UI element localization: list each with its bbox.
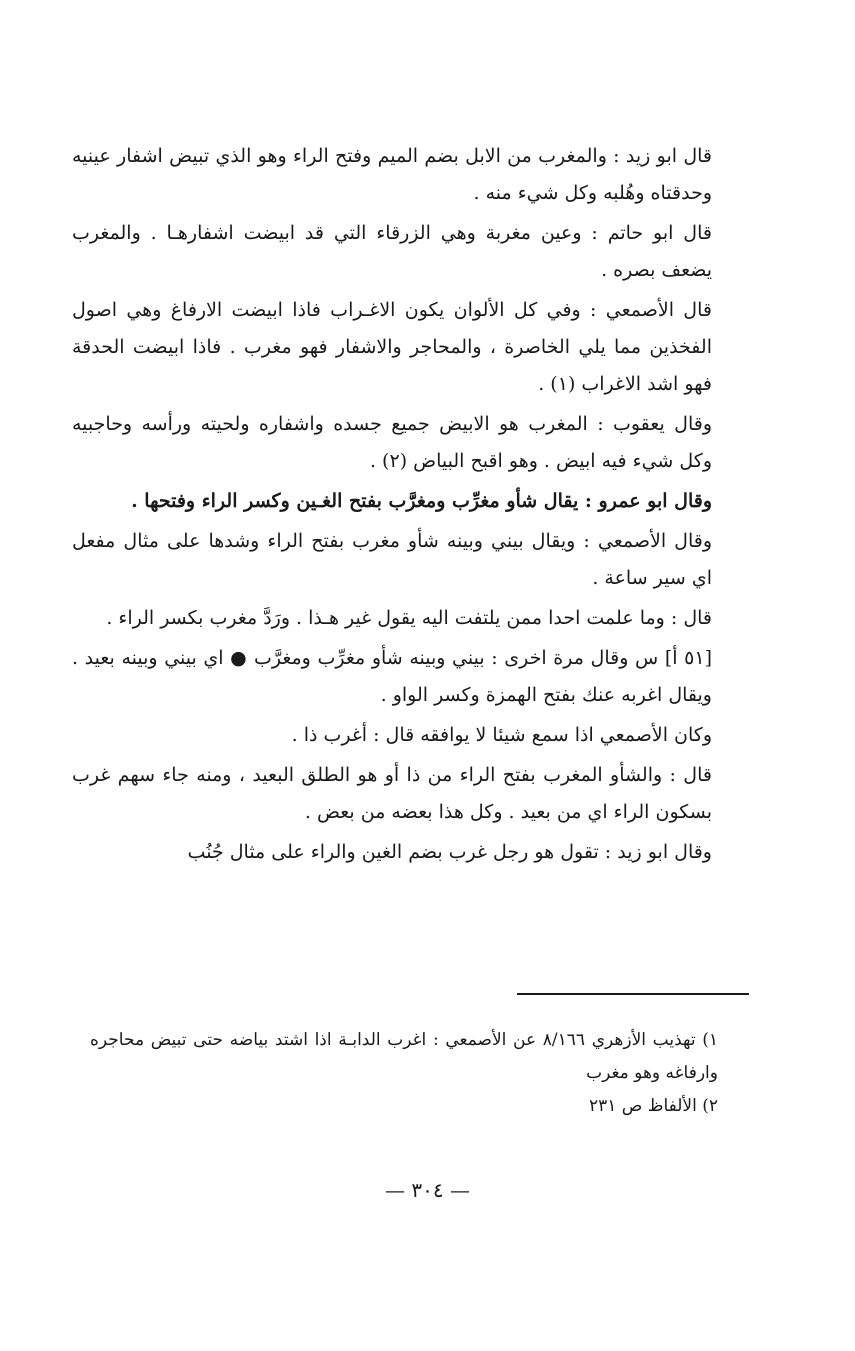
paragraph-abu-amr: وقال ابو عمرو : يقال شأو مغرِّب ومغرَّب بفتح الغـين وكسر الراء وفتحها . xyxy=(131,490,712,512)
paragraph-abu-zayd: قال ابو زيد : والمغرب من الابل بضم الميم وفتح الراء وهو الذي تبيض اشفار عينيه وحدقتاه وهُلبه وكل شيء منه . xyxy=(72,145,712,204)
paragraph-abu-zayd-gharb: وقال ابو زيد : تقول هو رجل غرب بضم الغين والراء على مثال جُنُب xyxy=(187,841,712,863)
paragraph-abu-hatim: قال ابو حاتم : وعين مغربة وهي الزرقاء التي قد ابيضت اشفارهـا . والمغرب يضعف بصره . xyxy=(72,222,712,281)
footnotes xyxy=(90,1024,718,1123)
footnote-divider xyxy=(517,993,749,995)
paragraph-asmai-shaw: وقال الأصمعي : ويقال بيني وبينه شأو مغرب بفتح الراء وشدها على مثال مفعل اي سير ساعة . xyxy=(72,530,712,589)
footnote-2: ٢) الألفاظ ص ٢٣١ xyxy=(588,1096,718,1116)
paragraph-yaqub: وقال يعقوب : المغرب هو الابيض جميع جسده واشفاره ولحيته ورأسه وحاجبيه وكل شيء فيه ابيض . وهو اقبح البياض (٢) . xyxy=(72,413,712,472)
page-number: — ٣٠٤ — xyxy=(385,1178,470,1202)
paragraph-asmai-aghrib: وكان الأصمعي اذا سمع شيئا لا يوافقه قال : أغرب ذا . xyxy=(291,724,712,746)
main-text xyxy=(72,138,712,874)
paragraph-folio-51: [٥١ أ] س وقال مرة اخرى : بيني وبينه شأو مغرِّب ومغرَّب ● اي بيني وبينه بعيد . ويقال اغربه عنك بفتح الهمزة وكسر الواو . xyxy=(72,647,712,706)
paragraph-asmai-colors: قال الأصمعي : وفي كل الألوان يكون الاغـراب فاذا ابيضت الارفاغ وهي اصول الفخذين مما يلي الخاصرة ، والمحاجر والاشفار فهو مغرب . فاذا ابيضت الحدقة فهو اشد الاغراب (١) . xyxy=(72,299,712,395)
paragraph-qala-alimtu: قال : وما علمت احدا ممن يلتفت اليه يقول غير هـذا . ورَدَّ مغرب بكسر الراء . xyxy=(106,607,712,629)
paragraph-shaw-talq: قال : والشأو المغرب بفتح الراء من ذا أو هو الطلق البعيد ، ومنه جاء سهم غرب بسكون الراء اي من بعيد . وكل هذا بعضه من بعض . xyxy=(72,764,712,823)
footnote-1: ١) تهذيب الأزهري ٨/١٦٦ عن الأصمعي : اغرب الدابـة اذا اشتد بياضه حتى تبيض محاجره وارفاغه وهو مغرب xyxy=(90,1030,718,1083)
